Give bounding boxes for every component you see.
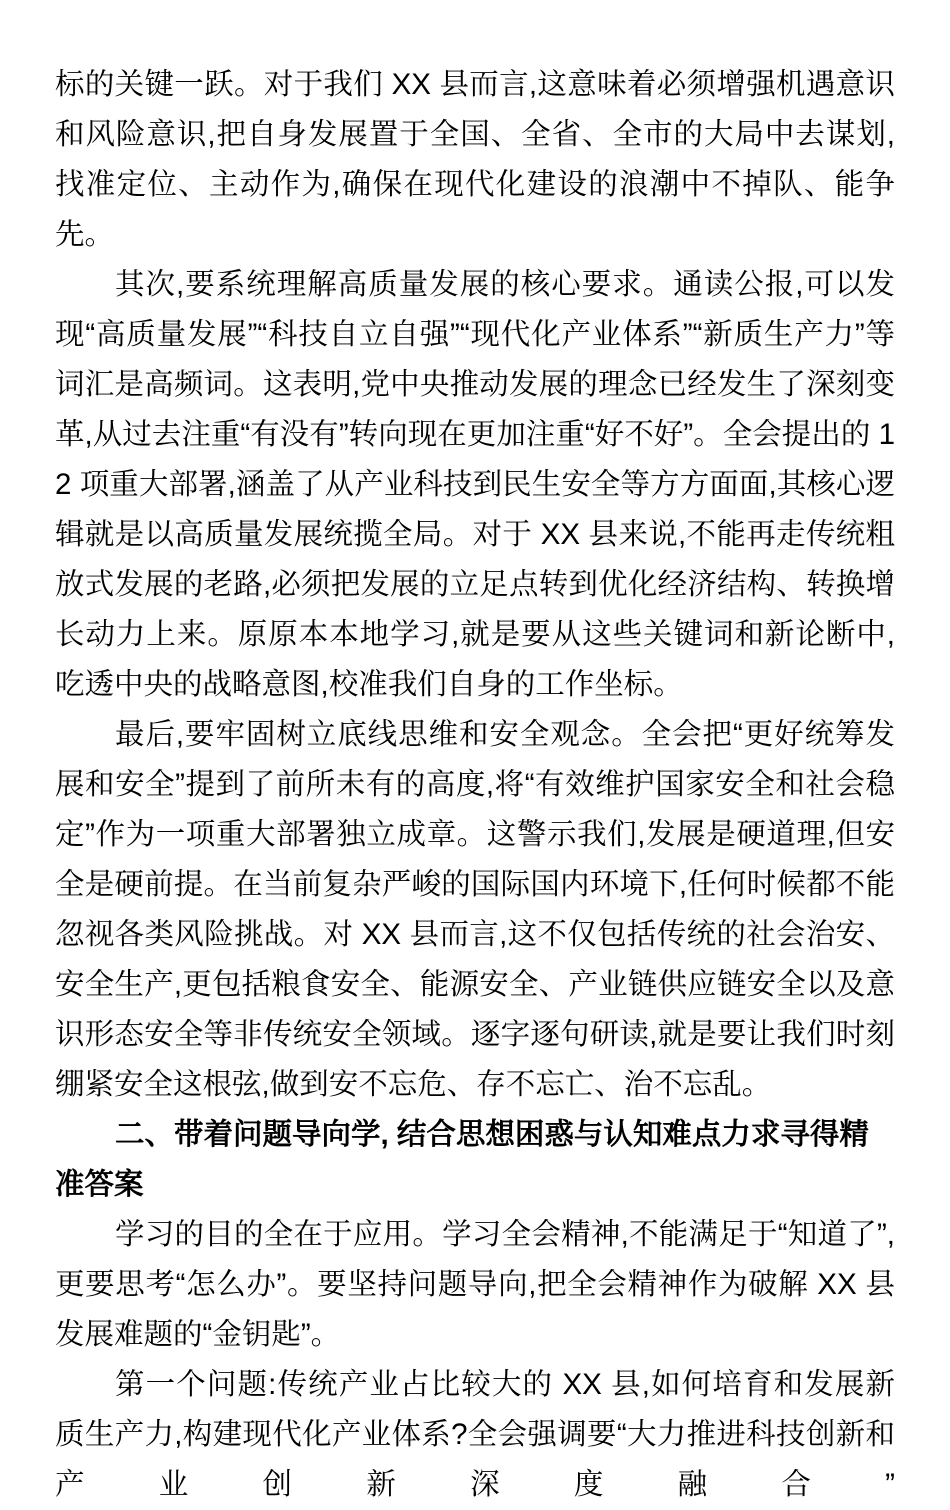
paragraph-question-one: 第一个问题:传统产业占比较大的 XX 县,如何培育和发展新质生产力,构建现代化产业体系?全会强调要“大力推进科技创新和产业创新深度融合” bbox=[55, 1368, 895, 1501]
paragraph-continuation: 标的关键一跃。对于我们 XX 县而言,这意味着必须增强机遇意识和风险意识,把自身发展置于全国、全省、全市的大局中去谋划,找准定位、主动作为,确保在现代化建设的浪潮中不掉队、能争先。 bbox=[55, 68, 895, 251]
paragraph-bottom-line-thinking: 最后,要牢固树立底线思维和安全观念。全会把“更好统筹发展和安全”提到了前所未有的高度,将“有效维护国家安全和社会稳定”作为一项重大部署独立成章。这警示我们,发展是硬道理,但安全是硬前提。在当前复杂严峻的国际国内环境下,任何时候都不能忽视各类风险挑战。对 XX 县而言,这不仅包括传统的社会治安、安全生产,更包括粮食安全、能源安全、产业链供应链安全以及意识形态安全等非传统安全领域。逐字逐句研读,就是要让我们时刻绷紧安全这根弦,做到安不忘危、存不忘亡、治不忘乱。 bbox=[55, 718, 895, 1101]
section-heading-two: 二、带着问题导向学, 结合思想困惑与认知难点力求寻得精准答案 bbox=[55, 1118, 869, 1201]
paragraph-purpose-of-study: 学习的目的全在于应用。学习全会精神,不能满足于“知道了”,更要思考“怎么办”。要坚持问题导向,把全会精神作为破解 XX 县发展难题的“金钥匙”。 bbox=[55, 1218, 895, 1351]
document-body bbox=[55, 60, 895, 1510]
paragraph-core-requirements: 其次,要系统理解高质量发展的核心要求。通读公报,可以发现“高质量发展”“科技自立自强”“现代化产业体系”“新质生产力”等词汇是高频词。这表明,党中央推动发展的理念已经发生了深刻变革,从过去注重“有没有”转向现在更加注重“好不好”。全会提出的 12 项重大部署,涵盖了从产业科技到民生安全等方方面面,其核心逻辑就是以高质量发展统揽全局。对于 XX 县来说,不能再走传统粗放式发展的老路,必须把发展的立足点转到优化经济结构、转换增长动力上来。原原本本地学习,就是要从这些关键词和新论断中,吃透中央的战略意图,校准我们自身的工作坐标。 bbox=[55, 268, 895, 701]
